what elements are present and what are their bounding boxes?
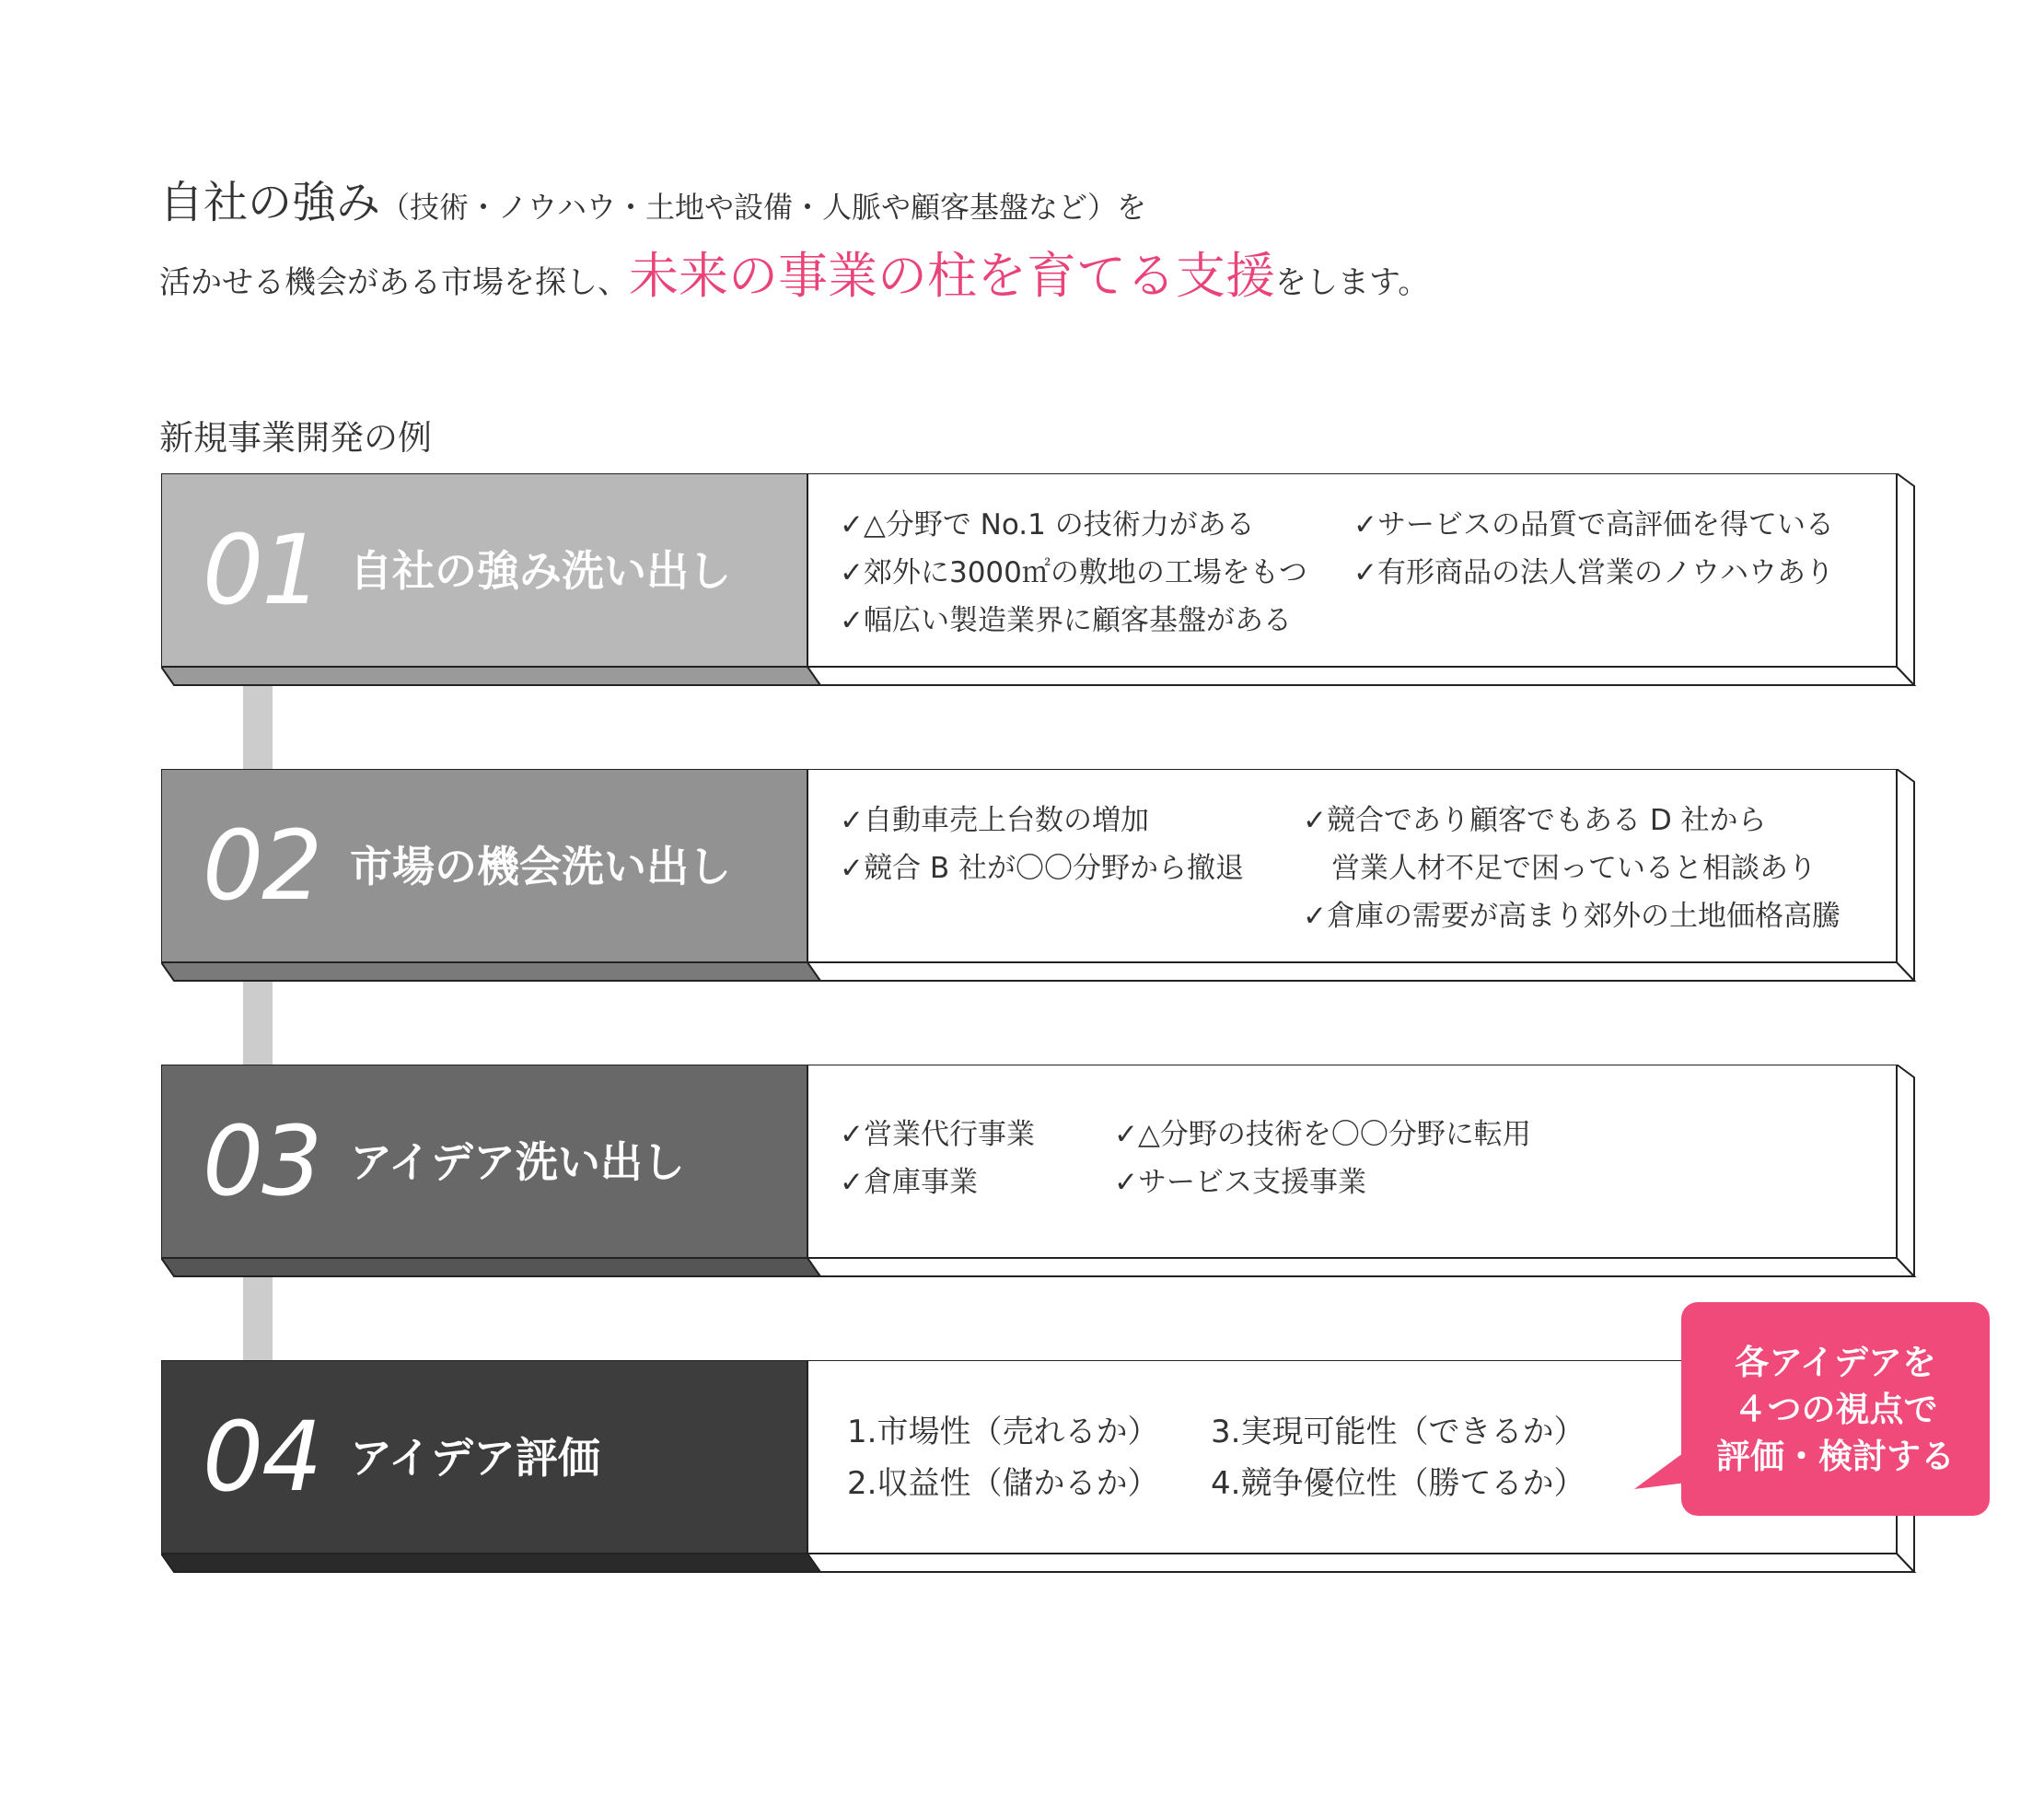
section-title: 新規事業開発の例 <box>159 418 432 458</box>
panel-side-edge <box>1897 473 1914 685</box>
panel-side-edge <box>1897 1065 1914 1276</box>
intro-line2-start: 活かせる機会がある市場を探し、 <box>159 264 629 301</box>
step-connector <box>243 982 273 1065</box>
callout-line: ４つの視点で <box>1733 1389 1938 1429</box>
panel-bottom-edge <box>807 962 1914 981</box>
intro-line-2 <box>159 239 1429 313</box>
list-item: ✓倉庫事業 <box>840 1166 978 1199</box>
list-item: ✓倉庫の需要が高まり郊外の土地価格高騰 <box>1303 900 1841 933</box>
step-title: アイデア洗い出し <box>350 1137 685 1187</box>
intro-line-1 <box>159 166 1429 239</box>
step-number: 02 <box>203 809 321 922</box>
step-shadow <box>161 667 820 685</box>
step-right-items <box>1114 1111 1531 1206</box>
list-item: ✓幅広い製造業界に顧客基盤がある <box>840 604 1292 637</box>
list-item: ✓競合 B 社が〇〇分野から撤退 <box>840 852 1244 885</box>
step-row-01 <box>161 473 1917 686</box>
list-item: ✓△分野で No.1 の技術力がある <box>840 508 1255 541</box>
intro-text <box>159 166 1429 313</box>
intro-strength-heading: 自社の強み <box>159 177 381 228</box>
step-title: 自社の強み洗い出し <box>350 546 731 596</box>
step-title: アイデア評価 <box>350 1433 600 1483</box>
panel-bottom-edge <box>807 1554 1914 1572</box>
step-right-items <box>1353 501 1834 597</box>
list-item: 4.競争優位性（勝てるか） <box>1211 1465 1585 1502</box>
step-row-02 <box>161 769 1917 982</box>
list-item: ✓郊外に3000㎡の敷地の工場をもつ <box>840 556 1307 589</box>
panel-side-edge <box>1897 769 1914 981</box>
list-item: 3.実現可能性（できるか） <box>1211 1414 1585 1450</box>
list-item: ✓有形商品の法人営業のノウハウあり <box>1353 556 1834 589</box>
callout-line: 評価・検討する <box>1716 1436 1955 1476</box>
step-right-items <box>1211 1406 1585 1509</box>
step-left-items <box>840 797 1244 892</box>
step-row-03 <box>161 1065 1917 1277</box>
list-item: ✓営業代行事業 <box>840 1118 1035 1151</box>
step-right-items <box>1303 797 1841 940</box>
step-title: 市場の機会洗い出し <box>350 842 731 891</box>
step-shadow <box>161 962 820 981</box>
step-number: 04 <box>203 1401 321 1513</box>
step-left-items <box>840 501 1307 645</box>
list-item: ✓サービスの品質で高評価を得ている <box>1353 508 1834 541</box>
step-row-04 <box>161 1360 1917 1573</box>
step-left-items <box>847 1406 1158 1509</box>
step-number: 01 <box>203 514 321 626</box>
step-shadow <box>161 1554 820 1572</box>
intro-line2-end: をします。 <box>1275 264 1430 301</box>
panel-bottom-edge <box>807 1258 1914 1276</box>
list-item: 営業人材不足で困っていると相談あり <box>1303 852 1817 885</box>
step-shadow <box>161 1258 820 1276</box>
list-item: 2.収益性（儲かるか） <box>847 1465 1159 1502</box>
list-item: ✓サービス支援事業 <box>1114 1166 1366 1199</box>
list-item: ✓自動車売上台数の増加 <box>840 804 1149 837</box>
callout-line: 各アイデアを <box>1735 1342 1936 1382</box>
step-left-items <box>840 1111 1035 1206</box>
step-connector <box>243 1277 273 1360</box>
step-number: 03 <box>203 1105 321 1217</box>
step-connector <box>243 686 273 769</box>
list-item: ✓△分野の技術を〇〇分野に転用 <box>1114 1118 1531 1151</box>
list-item: ✓競合であり顧客でもある D 社から <box>1303 804 1767 837</box>
intro-strength-detail: （技術・ノウハウ・土地や設備・人脈や顧客基盤など）を <box>380 190 1147 225</box>
list-item: 1.市場性（売れるか） <box>847 1414 1159 1450</box>
panel-bottom-edge <box>807 667 1914 685</box>
evaluation-callout <box>1681 1302 1990 1516</box>
intro-accent-text: 未来の事業の柱を育てる支援 <box>629 247 1275 305</box>
